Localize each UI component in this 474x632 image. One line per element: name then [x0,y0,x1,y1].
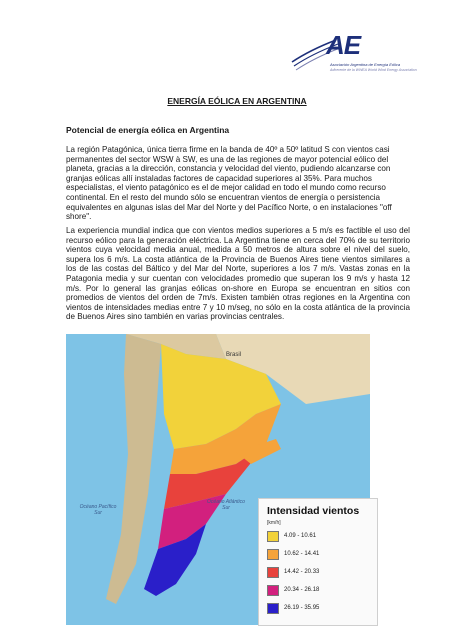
document-title: ENERGÍA EÓLICA EN ARGENTINA [167,96,307,106]
legend-swatch [267,531,279,542]
legend-swatch [267,549,279,560]
legend-swatch [267,603,279,614]
legend-range: 4.09 - 10.61 [284,533,317,539]
logo-abbreviation: AE [326,30,361,60]
legend-range: 20.34 - 26.18 [284,587,320,593]
label-atlantic-ocean: Océano Atlántico Sur [207,499,245,511]
legend-unit: [km/h] [267,520,281,526]
legend-range: 10.62 - 14.41 [284,551,320,557]
logo-org-name: Asociación Argentina de Energía Eólica [330,62,401,67]
legend-row [267,549,367,561]
legend-row [267,603,367,615]
legend-row [267,567,367,579]
legend-row [267,531,367,543]
legend-range: 26.19 - 35.95 [284,605,320,611]
logo-org-affiliation: Adherente de la WWEA World Wind Energy Association [330,68,417,72]
legend-title: Intensidad vientos [267,505,360,517]
legend-range: 14.42 - 20.33 [284,569,320,575]
label-brasil: Brasil [226,352,242,358]
label-pacific-ocean: Océano Pacífico Sur [79,504,117,516]
section-heading: Potencial de energía eólica en Argentina [66,125,230,135]
map-legend [258,498,378,626]
legend-swatch [267,567,279,578]
legend-row [267,585,367,597]
paragraph-wind-experience: La experiencia mundial indica que con vientos medios superiores a 5 m/s es factible el uso del recurso eólico para la generación eléctrica. La Argentina tiene en cerca del 70% de su territorio vientos cuya velocidad media anual, medida a 50 metros de altura sobre el nivel del suelo, supera los 6 m/s. La costa atlántica de la Provincia de Buenos Aires tiene vientos similares a los de las costas del Báltico y del Mar del Norte, superiores a los 7 m/s. Vastas zonas en la Patagonia media y sur cuentan con velocidades promedio que superan los 9 m/s y hasta 12 m/s. Por lo general las granjas eólicas on-shore en Europa se encuentran en sitios con promedios de vientos del orden de 7m/s. Existen también otras regiones en la Argentina con vientos de intensidades medias entre 7 y 10 m/seg, no sólo en la costa atlántica de la provincia de Buenos Aires sino también en varias provincias centrales. [66,226,410,322]
aaee-logo [282,28,432,78]
paragraph-patagonia: La región Patagónica, única tierra firme en la banda de 40º a 50º latitud S con vientos casi permanentes del sector WSW à SW, es una de las regiones de mayor potencial eólico del planeta, gracias a la dirección, constancia y velocidad del viento, pudiendo alcanzarse con granjas eólicas allí instaladas factores de capacidad superiores al 35%. Para muchos especialistas, el viento patagónico es el de mejor calidad en todo el mundo como recurso continental. En el resto del mundo sólo se encuentran vientos de energía o persistencia equivalentes en algunas islas del Mar del Norte y del Pacífico Norte, o en instalaciones "off shore". [66,145,392,222]
legend-swatch [267,585,279,596]
